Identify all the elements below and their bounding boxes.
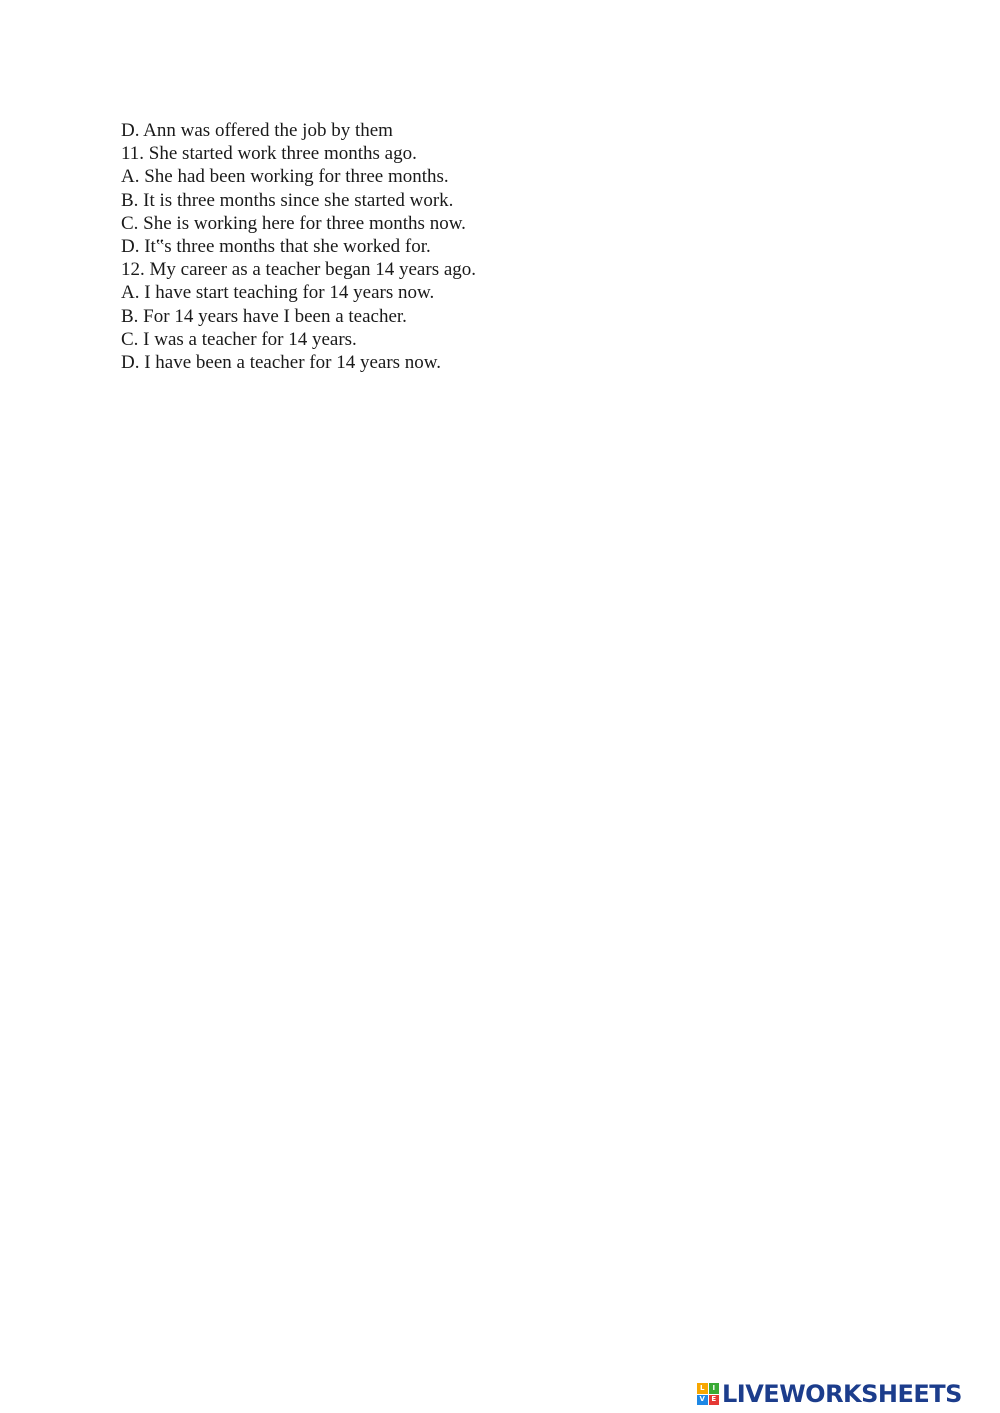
liveworksheets-logo bbox=[697, 1380, 962, 1408]
question-list bbox=[121, 119, 476, 374]
logo-mark-cell: I bbox=[709, 1383, 720, 1394]
question-11: 11. She started work three months ago. bbox=[121, 143, 417, 165]
logo-text: LIVEWORKSHEETS bbox=[722, 1380, 962, 1408]
answer-option-12-a: A. I have start teaching for 14 years now. bbox=[121, 282, 435, 304]
answer-option-11-d: D. It‟s three months that she worked for. bbox=[121, 236, 431, 258]
answer-option-11-c: C. She is working here for three months now. bbox=[121, 212, 466, 234]
logo-mark-cell: V bbox=[697, 1395, 708, 1406]
logo-mark-cell: E bbox=[709, 1395, 720, 1406]
question-12: 12. My career as a teacher began 14 years ago. bbox=[121, 259, 477, 281]
logo-mark-icon bbox=[697, 1383, 719, 1405]
logo-mark-cell: L bbox=[697, 1383, 708, 1394]
answer-option-12-b: B. For 14 years have I been a teacher. bbox=[121, 305, 407, 327]
answer-option-12-c: C. I was a teacher for 14 years. bbox=[121, 328, 357, 350]
answer-option-10-d: D. Ann was offered the job by them bbox=[121, 120, 393, 141]
answer-option-11-b: B. It is three months since she started work. bbox=[121, 189, 454, 211]
answer-option-12-d: D. I have been a teacher for 14 years now. bbox=[121, 352, 442, 374]
answer-option-11-a: A. She had been working for three months. bbox=[121, 166, 449, 188]
